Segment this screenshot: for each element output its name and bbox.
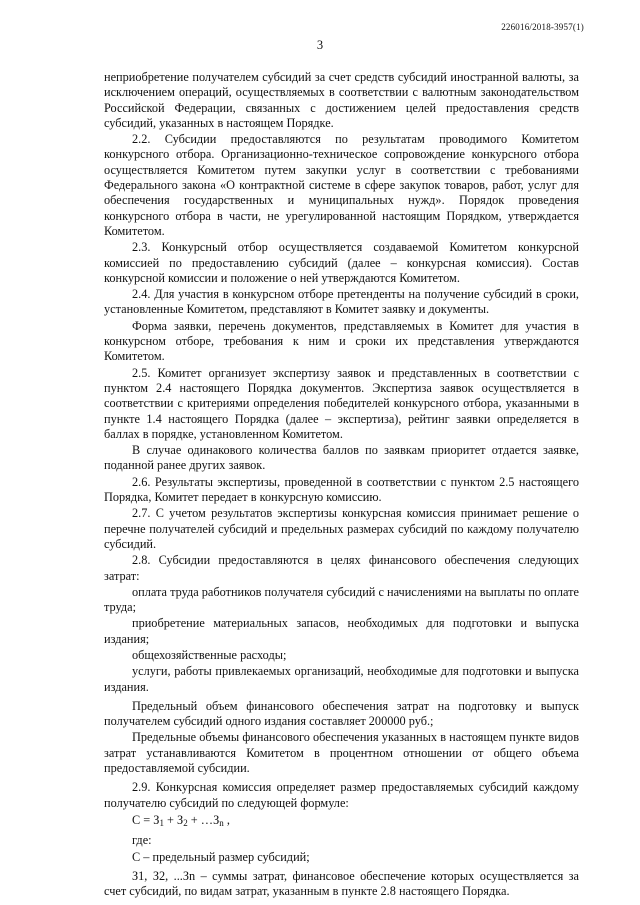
formula-sub-1: 1: [159, 817, 164, 828]
paragraph: приобретение материальных запасов, необходимых для подготовки и выпуска издания;: [104, 616, 579, 646]
document-body: [104, 70, 579, 900]
paragraph: 2.6. Результаты экспертизы, проведенной в соответствии с пунктом 2.5 настоящего Порядка, Комитет передает в конкурсную комиссию.: [104, 474, 579, 505]
paragraph: 2.8. Субсидии предоставляются в целях финансового обеспечения следующих затрат:: [104, 553, 579, 583]
paragraph: оплата труда работников получателя субсидий с начислениями на выплаты по оплате труда;: [104, 584, 579, 615]
paragraph: 2.3. Конкурсный отбор осуществляется создаваемой Комитетом конкурсной комиссией по предоставлению субсидий (далее – конкурсная комиссия). Состав конкурсной комиссии и положение о ней утверждаются Комитетом.: [104, 240, 579, 285]
document-number: 226016/2018-3957(1): [501, 22, 584, 32]
subsidy-formula: [104, 813, 579, 831]
paragraph: 2.4. Для участия в конкурсном отборе претенденты на получение субсидий в сроки, установленные Комитетом, представляют в Комитет заявку и документы.: [104, 287, 579, 317]
paragraph: Предельный объем финансового обеспечения затрат на подготовку и выпуск получателем субсидий одного издания составляет 200000 руб.;: [104, 698, 579, 729]
formula-part: + З: [163, 812, 184, 827]
paragraph: З1, З2, ...Зn – суммы затрат, финансовое обеспечение которых осуществляется за счет субсидий, по видам затрат, указанным в пункте 2.8 настоящего Порядка.: [104, 868, 579, 899]
paragraph: неприобретение получателем субсидий за счет средств субсидий иностранной валюты, за исключением операций, осуществляемых в соответствии с валютным законодательством Российской Федерации, связанных с достижением целей предоставления средств субсидий, указанных в настоящем Порядке.: [104, 70, 579, 130]
formula-sub-2: 2: [183, 817, 188, 828]
paragraph: 2.5. Комитет организует экспертизу заявок и представленных в соответствии с пунктом 2.4 настоящего Порядка документов. Экспертиза заявок осуществляется в соответствии с критериями определения победителей конкурсного отбора, указанными в пункте 1.4 настоящего Порядка (далее – экспертиза), рейтинг заявки определяется в баллах в порядке, установленном Комитетом.: [104, 365, 579, 441]
paragraph: 2.7. С учетом результатов экспертизы конкурсная комиссия принимает решение о перечне получателей субсидий и предельных размерах субсидий по каждому получателю субсидий.: [104, 506, 579, 551]
formula-sub-n: n: [219, 817, 224, 828]
paragraph: С – предельный размер субсидий;: [132, 849, 310, 864]
paragraph: Форма заявки, перечень документов, представляемых в Комитет для участия в конкурсном отборе, требования к ним и сроки их представления утверждаются Комитетом.: [104, 318, 579, 364]
paragraph: В случае одинакового количества баллов по заявкам приоритет отдается заявке, поданной ранее других заявок.: [104, 443, 579, 473]
formula-tail: ,: [223, 812, 230, 827]
paragraph: услуги, работы привлекаемых организаций, необходимые для подготовки и выпуска издания.: [104, 664, 579, 694]
paragraph: 2.9. Конкурсная комиссия определяет размер предоставляемых субсидий каждому получателю субсидий по следующей формуле:: [104, 780, 579, 810]
paragraph: 2.2. Субсидии предоставляются по результатам проводимого Комитетом конкурсного отбора. Организационно-техническое сопровождение конкурсного отбора осуществляется Комитетом путем закупки услуг в соответствии с требованиями Федерального закона «О контрактной системе в сфере закупок товаров, работ, услуг для обеспечения государственных и муниципальных нужд». Порядок проведения конкурсного отбора в части, не урегулированной настоящим Порядком, утверждается Комитетом.: [104, 132, 579, 238]
page-number: 3: [316, 38, 324, 52]
paragraph: Предельные объемы финансового обеспечения указанных в настоящем пункте видов затрат устанавливаются Комитетом в процентном отношении от общего объема предоставляемой субсидии.: [104, 730, 579, 776]
paragraph: общехозяйственные расходы;: [132, 647, 287, 662]
formula-part: + …З: [187, 812, 220, 827]
formula-lhs: С = З: [132, 812, 160, 827]
paragraph: где:: [132, 833, 152, 848]
